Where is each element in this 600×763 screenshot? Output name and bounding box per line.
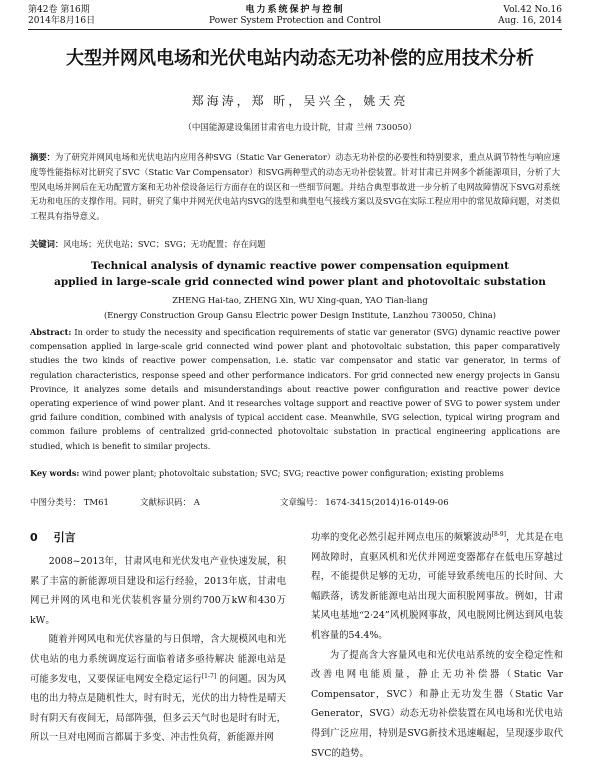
citation: [8-9] xyxy=(491,530,506,538)
section-number: 0 xyxy=(30,531,38,544)
body-text: 功率的变化必然引起并网点电压的频繁波动 xyxy=(311,532,492,543)
keywords-en-text: wind power plant; photovoltaic substation; SVC; SVG; reactive power configuration; existing problems xyxy=(81,468,504,478)
abstract-cn-text: 为了研究并网风电场和光伏电站内应用各种SVG（Static Var Generator）动态无功补偿的必要性和特别要求，重点从调节特性与响应速度等性能指标对比研究了SVC（Static Var Compensator）和SVG两种型式的动态无功补偿装置。针对甘肃已并网多个新能源项目，分析了大型风电场并网后在无功配置方案和无功补偿设备运行方面存在的误区和一些细节问题。并结合典型事故进一步分析了电网故障情况下SVG对系统无功和电压的支撑作用。同时，研究了集中并网光伏电站内SVG的选型和典型电气接线方案以及SVG在实际工程应用中的常见故障问题，对类似工程具有指导意义。 xyxy=(30,152,560,222)
body-text: ，尤其是在电网故障时，直驱风机和光伏并网逆变器都存在低电压穿越过程，不能提供足够的无功，可能导致系统电压的长时间、大幅跌落，诱发新能源电站出现大面积脱网事故。例如，甘肃某风电基地“2·24”风机脱网事故，风电脱网比例达到风电装机容量的54.4%。 xyxy=(311,532,563,641)
body-paragraph xyxy=(311,528,563,646)
body-text: 的问题。因为风电的出力特点是随机性大，时有时无，光伏的出力特性是晴天时有阴天有夜间无，局部阵强，但多云天气时也是时有时无，所以一旦对电网而言都属于多变、冲击性负荷，新能源并网 xyxy=(30,673,286,744)
authors-en: ZHENG Hai-tao, ZHENG Xin, WU Xing-quan, YAO Tian-liang xyxy=(172,295,428,305)
date-en: Aug. 16, 2014 xyxy=(498,16,562,26)
body-column-left xyxy=(30,528,286,748)
affiliation-en: (Energy Construction Group Gansu Electric power Design Institute, Lanzhou 730050, China) xyxy=(104,310,496,320)
abstract-en xyxy=(30,325,560,453)
journal-name-cn: 电力系统保护与控制 xyxy=(245,5,345,15)
header-center xyxy=(28,5,562,27)
classification-line xyxy=(30,496,560,510)
body-paragraph: 为了提高含大容量风电和光伏电站系统的安全稳定性和改善电网电能质量，静止无功补偿器（Static Var Compensator，SVC）和静止无功发生器（Static Var Generator，SVG）动态无功补偿装置在风电场和光伏电站得到广泛应用，特别是SVG新技术迅速崛起，呈现逐步取代SVC的趋势。 xyxy=(311,649,563,759)
keywords-en xyxy=(30,468,560,478)
journal-name-en: Power System Protection and Control xyxy=(209,16,381,26)
citation: [1-7] xyxy=(201,672,217,680)
body-text: 随着并网风电和光伏容量的与日俱增，含大规模风电和光伏电站的电力系统调度运行面临着诸多亟待解决 xyxy=(30,634,286,665)
affiliation-cn: （中国能源建设集团甘肃省电力设计院，甘肃 兰州 730050） xyxy=(183,123,417,133)
abstract-cn xyxy=(30,150,560,224)
authors-cn: 郑海涛，郑 昕，吴兴全，姚天亮 xyxy=(191,94,409,108)
header-right xyxy=(498,5,562,27)
section-title: 引言 xyxy=(53,531,76,544)
body-text: 能源电站是可能多发电，又要保证电网安全稳定运行 xyxy=(30,653,286,685)
abstract-en-label: Abstract: xyxy=(30,327,72,337)
keywords-cn xyxy=(30,238,560,250)
clc-number: 中图分类号： TM61 xyxy=(30,498,109,508)
paper-title-en-line2: applied in large-scale grid connected wind power plant and photovoltaic substation xyxy=(54,276,546,288)
running-header xyxy=(28,5,562,31)
article-number: 文章编号： 1674-3415(2014)16-0149-06 xyxy=(280,498,449,508)
paper-title-en xyxy=(0,258,600,290)
date-cn: 2014年8月16日 xyxy=(28,16,96,26)
keywords-cn-text: 风电场；光伏电站；SVC；SVG；无功配置；存在问题 xyxy=(63,239,266,249)
body-column-right xyxy=(311,528,563,763)
keywords-cn-label: 关键词： xyxy=(30,239,64,249)
body-paragraph: 2008~2013年，甘肃风电和光伏发电产业快速发展，积累了丰富的新能源项目建设和运行经验，2013年底，甘肃电网已并网的风电和光伏装机容量分别约700万kW和430万kW。 xyxy=(30,556,286,626)
paper-title-en-line1: Technical analysis of dynamic reactive power compensation equipment xyxy=(91,260,509,272)
body-paragraph xyxy=(30,630,286,748)
abstract-cn-label: 摘要： xyxy=(30,152,55,162)
abstract-en-text: In order to study the necessity and specification requirements of static var generator (SVG) dynamic reactive power compensation applied in large-scale grid connected wind power plant and photovoltaic substation, this paper comparatively studies the two kinds of reactive power compensation, i.e. static var compensator and static var generator, in terms of regulation characteristics, response speed and other performance indicators. For grid connected new energy projects in Gansu Province, it analyzes some details and misunderstandings about reactive power configuration and reactive power device operating experience of wind power plant. And it researches voltage support and reactive power of SVG to power system under grid failure condition, combined with analysis of typical accident case. Meanwhile, SVG selection, typical wiring program and common failure problems of centralized grid-connected photovoltaic substation in practical engineering applications are studied, which is benefit to similar projects. xyxy=(30,327,560,451)
header-divider xyxy=(28,29,562,30)
volume-cn: 第42卷 第16期 xyxy=(28,5,90,15)
keywords-en-label: Key words: xyxy=(30,468,80,478)
document-code: 文献标识码： A xyxy=(140,498,200,508)
paper-title-cn: 大型并网风电场和光伏电站内动态无功补偿的应用技术分析 xyxy=(66,48,534,69)
volume-en: Vol.42 No.16 xyxy=(503,5,562,15)
section-heading xyxy=(30,528,286,548)
